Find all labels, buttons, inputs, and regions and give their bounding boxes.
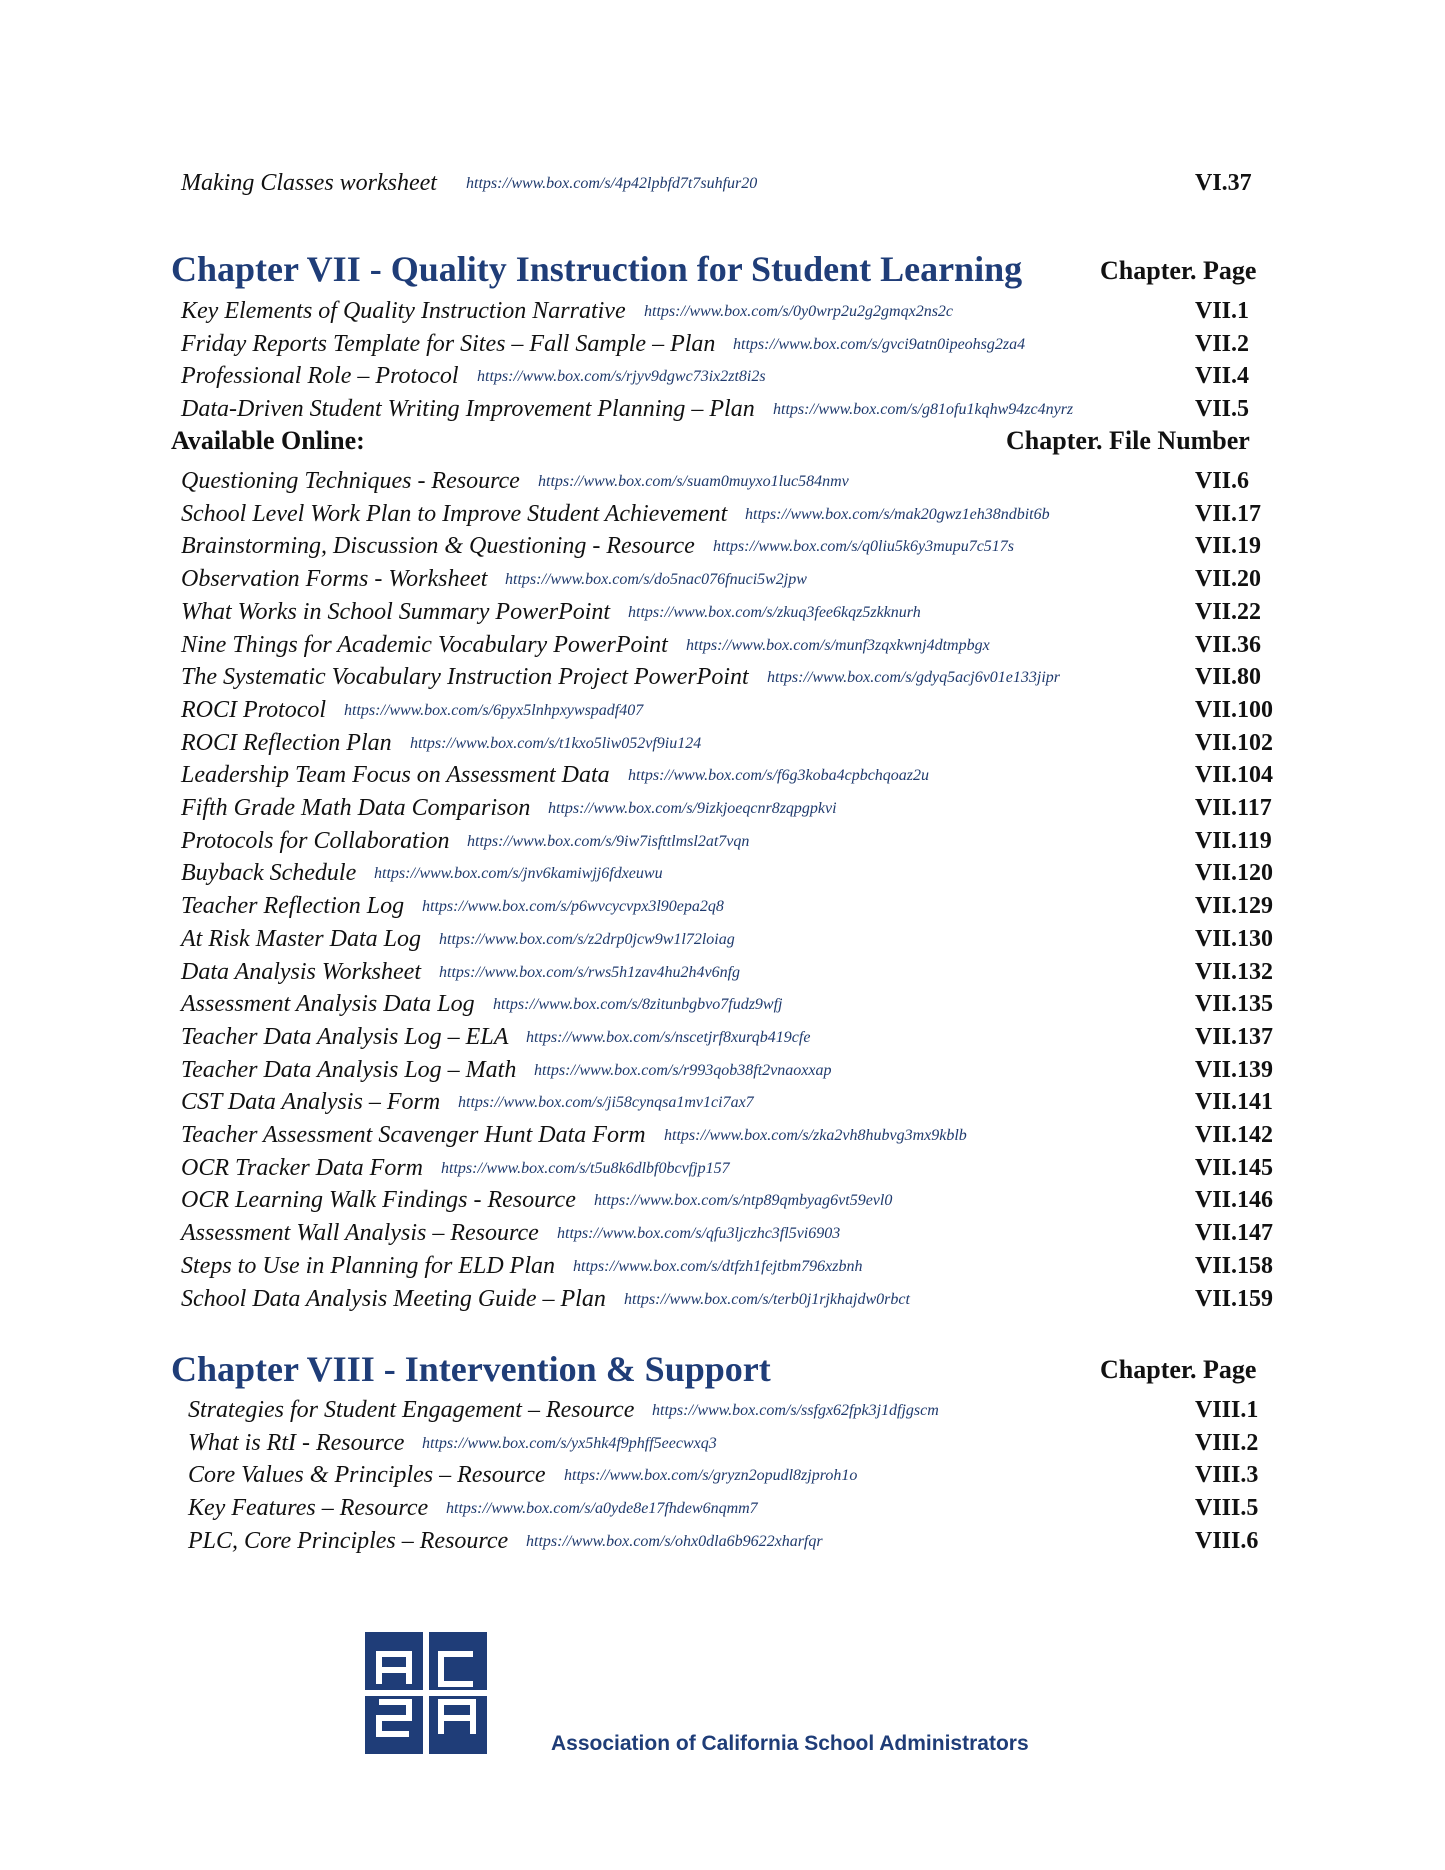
entry-page-number: VII.130 xyxy=(1195,925,1274,952)
entry-title: ROCI Protocol xyxy=(181,696,327,723)
entry-title: ROCI Reflection Plan xyxy=(181,729,392,756)
entry-link[interactable]: https://www.box.com/s/jnv6kamiwjj6fdxeuwu xyxy=(374,865,663,883)
entry-link[interactable]: https://www.box.com/s/t5u8k6dlbf0bcvfjp157 xyxy=(441,1159,730,1177)
entry-title: CST Data Analysis – Form xyxy=(181,1089,441,1116)
entry-page-number: VII.17 xyxy=(1195,500,1262,527)
entry-link[interactable]: https://www.box.com/s/gdyq5acj6v01e133jipr xyxy=(767,669,1061,687)
entry-page-number: VII.36 xyxy=(1195,631,1262,658)
entry-page-number: VII.80 xyxy=(1195,664,1262,691)
entry-page-number: VII.6 xyxy=(1195,468,1250,494)
entry-title: Professional Role – Protocol xyxy=(181,363,459,390)
column-header: Chapter. Page xyxy=(1100,1355,1257,1384)
entry-title: PLC, Core Principles – Resource xyxy=(188,1527,509,1554)
entry-title: School Data Analysis Meeting Guide – Plan xyxy=(181,1285,606,1312)
toc-entry xyxy=(0,1118,1445,1152)
entry-link[interactable]: https://www.box.com/s/terb0j1rjkhajdw0rbct xyxy=(624,1290,910,1308)
entry-link[interactable]: https://www.box.com/s/f6g3koba4cpbchqoaz2u xyxy=(628,767,930,785)
entry-link[interactable]: https://www.box.com/s/t1kxo5liw052vf9iu124 xyxy=(410,734,702,752)
toc-entry xyxy=(0,955,1445,989)
entry-page-number: VII.120 xyxy=(1195,860,1274,887)
entry-title: The Systematic Vocabulary Instruction Project PowerPoint xyxy=(181,664,749,691)
acsa-logo xyxy=(365,1632,487,1754)
entry-link[interactable]: https://www.box.com/s/ji58cynqsa1mv1ci7ax7 xyxy=(458,1094,754,1112)
entry-link[interactable]: https://www.box.com/s/mak20gwz1eh38ndbit6b xyxy=(745,505,1050,523)
entry-title: Strategies for Student Engagement – Resource xyxy=(188,1397,635,1423)
entry-link[interactable]: https://www.box.com/s/z2drp0jcw9w1l72loiag xyxy=(439,930,735,948)
toc-entry xyxy=(0,327,1445,361)
entry-title: Nine Things for Academic Vocabulary PowerPoint xyxy=(181,631,668,658)
entry-link[interactable]: https://www.box.com/s/9izkjoeqcnr8zqpgpkvi xyxy=(548,800,837,817)
entry-page-number: VII.142 xyxy=(1195,1122,1274,1148)
entry-link[interactable]: https://www.box.com/s/do5nac076fnuci5w2jpw xyxy=(505,571,807,589)
entry-link[interactable]: https://www.box.com/s/suam0muyxo1luc584nmv xyxy=(538,473,849,490)
toc-entry xyxy=(0,987,1445,1021)
entry-page-number: VII.135 xyxy=(1195,991,1274,1018)
entry-title: Data-Driven Student Writing Improvement Planning – Plan xyxy=(181,396,755,423)
entry-link[interactable]: https://www.box.com/s/zka2vh8hubvg3mx9kblb xyxy=(664,1127,967,1144)
entry-page-number: VII.137 xyxy=(1195,1023,1274,1050)
entry-page-number: VII.102 xyxy=(1195,729,1274,756)
entry-link[interactable]: https://www.box.com/s/g81ofu1kqhw94zc4nyrz xyxy=(773,401,1074,419)
chapter-heading: Chapter VIII - Intervention & Support xyxy=(171,1349,771,1389)
toc-entry xyxy=(0,693,1445,727)
entry-title: Teacher Data Analysis Log – ELA xyxy=(181,1023,509,1050)
entry-page-number: VII.2 xyxy=(1195,330,1250,357)
toc-entry xyxy=(0,497,1445,531)
toc-entry xyxy=(0,726,1445,760)
toc-entry xyxy=(0,889,1445,923)
entry-page-number: VII.1 xyxy=(1195,298,1250,324)
toc-entry xyxy=(0,1491,1445,1525)
entry-link[interactable]: https://www.box.com/s/gvci9atn0ipeohsg2za4 xyxy=(733,335,1026,353)
entry-page-number: VII.104 xyxy=(1195,762,1274,789)
organization-name: Association of California School Administrators xyxy=(551,1732,1029,1755)
entry-title: School Level Work Plan to Improve Student Achievement xyxy=(181,500,728,527)
toc-entry xyxy=(0,1524,1445,1558)
toc-entry xyxy=(0,562,1445,596)
entry-title: Friday Reports Template for Sites – Fall Sample – Plan xyxy=(181,330,716,357)
entry-link[interactable]: https://www.box.com/s/8zitunbgbvo7fudz9wfj xyxy=(493,996,783,1014)
entry-link[interactable]: https://www.box.com/s/ssfgx62fpk3j1dfjgscm xyxy=(652,1402,939,1419)
entry-page-number: VII.159 xyxy=(1195,1285,1274,1312)
entry-page-number: VIII.2 xyxy=(1195,1429,1259,1456)
entry-page-number: VII.119 xyxy=(1195,827,1272,854)
toc-entry xyxy=(0,1053,1445,1087)
entry-page-number: VII.132 xyxy=(1195,958,1274,985)
entry-page-number: VIII.3 xyxy=(1195,1462,1259,1489)
entry-title: OCR Learning Walk Findings - Resource xyxy=(181,1187,576,1214)
entry-title: Fifth Grade Math Data Comparison xyxy=(181,795,531,821)
entry-page-number: VII.139 xyxy=(1195,1056,1274,1083)
toc-entry xyxy=(0,1393,1445,1427)
entry-title: Questioning Techniques - Resource xyxy=(181,468,520,494)
toc-entry xyxy=(0,1183,1445,1217)
entry-page-number: VIII.5 xyxy=(1195,1495,1259,1522)
entry-page-number: VII.5 xyxy=(1195,396,1250,423)
toc-entry xyxy=(0,922,1445,956)
column-header: Chapter. Page xyxy=(1100,256,1257,285)
entry-title: Leadership Team Focus on Assessment Data xyxy=(181,762,610,789)
entry-page-number: VII.100 xyxy=(1195,696,1274,723)
toc-entry xyxy=(0,294,1445,328)
toc-entry xyxy=(0,856,1445,890)
toc-entry xyxy=(0,1085,1445,1119)
entry-page-number: VII.20 xyxy=(1195,566,1262,593)
entry-page-number: VII.117 xyxy=(1195,795,1272,821)
toc-entry xyxy=(0,166,1445,200)
entry-title: Buyback Schedule xyxy=(181,860,357,887)
entry-link[interactable]: https://www.box.com/s/dtfzh1fejtbm796xzbnh xyxy=(573,1257,863,1275)
entry-page-number: VII.147 xyxy=(1195,1220,1274,1247)
entry-page-number: VII.158 xyxy=(1195,1252,1274,1279)
entry-page-number: VI.37 xyxy=(1195,170,1252,196)
entry-link[interactable]: https://www.box.com/s/rws5h1zav4hu2h4v6nfg xyxy=(439,963,741,981)
entry-link[interactable]: https://www.box.com/s/ohx0dla6b9622xharfqr xyxy=(526,1532,823,1550)
toc-entry xyxy=(0,392,1445,426)
entry-page-number: VII.19 xyxy=(1195,533,1262,560)
entry-link[interactable]: https://www.box.com/s/9iw7isfttlmsl2at7vqn xyxy=(467,832,750,850)
entry-page-number: VII.146 xyxy=(1195,1187,1274,1214)
toc-entry xyxy=(0,758,1445,792)
entry-link[interactable]: https://www.box.com/s/p6wvcycvpx3l90epa2q8 xyxy=(422,898,724,916)
entry-title: Assessment Wall Analysis – Resource xyxy=(181,1220,539,1247)
entry-link[interactable]: https://www.box.com/s/4p42lpbfd7t7suhfur20 xyxy=(466,175,758,192)
entry-title: Key Elements of Quality Instruction Narrative xyxy=(181,298,626,324)
entry-link[interactable]: https://www.box.com/s/gryzn2opudl8zjproh1o xyxy=(564,1467,858,1485)
entry-link[interactable]: https://www.box.com/s/rjyv9dgwc73ix2zt8i2s xyxy=(477,368,766,386)
entry-link[interactable]: https://www.box.com/s/munf3zqxkwnj4dtmpbgx xyxy=(686,636,990,654)
toc-entry xyxy=(0,1151,1445,1185)
entry-title: At Risk Master Data Log xyxy=(181,925,421,952)
column-header: Chapter. File Number xyxy=(1006,426,1250,455)
entry-title: Assessment Analysis Data Log xyxy=(181,991,475,1018)
entry-title: Key Features – Resource xyxy=(188,1495,429,1522)
toc-entry xyxy=(0,1249,1445,1283)
entry-link[interactable]: https://www.box.com/s/yx5hk4f9phff5eecwxq3 xyxy=(422,1434,717,1452)
entry-title: Brainstorming, Discussion & Questioning - Resource xyxy=(181,533,695,560)
entry-title: Protocols for Collaboration xyxy=(181,827,450,854)
chapter-heading: Chapter VII - Quality Instruction for Student Learning xyxy=(171,249,1023,289)
entry-link[interactable]: https://www.box.com/s/a0yde8e17fhdew6nqmm7 xyxy=(446,1500,758,1518)
entry-title: OCR Tracker Data Form xyxy=(181,1154,423,1181)
entry-title: What Works in School Summary PowerPoint xyxy=(181,598,611,625)
toc-entry xyxy=(0,529,1445,563)
entry-page-number: VIII.6 xyxy=(1195,1527,1259,1554)
entry-link[interactable]: https://www.box.com/s/zkuq3fee6kqz5zkknurh xyxy=(628,603,921,621)
entry-title: Teacher Assessment Scavenger Hunt Data Form xyxy=(181,1122,646,1148)
toc-entry xyxy=(0,791,1445,825)
entry-page-number: VII.141 xyxy=(1195,1089,1274,1116)
toc-entry xyxy=(0,1458,1445,1492)
entry-title: Core Values & Principles – Resource xyxy=(188,1462,546,1489)
entry-title: What is RtI - Resource xyxy=(188,1429,405,1456)
toc-entry xyxy=(0,595,1445,629)
entry-title: Teacher Reflection Log xyxy=(181,893,405,920)
entry-title: Observation Forms - Worksheet xyxy=(181,566,488,593)
toc-entry xyxy=(0,359,1445,393)
entry-title: Teacher Data Analysis Log – Math xyxy=(181,1056,517,1083)
entry-link[interactable]: https://www.box.com/s/r993qob38ft2vnaoxxap xyxy=(534,1061,832,1079)
entry-link[interactable]: https://www.box.com/s/0y0wrp2u2g2gmqx2ns2c xyxy=(644,303,954,320)
toc-entry xyxy=(0,628,1445,662)
entry-page-number: VIII.1 xyxy=(1195,1397,1259,1423)
toc-entry xyxy=(0,1426,1445,1460)
entry-link[interactable]: https://www.box.com/s/q0liu5k6y3mupu7c517s xyxy=(713,538,1015,556)
toc-entry xyxy=(0,660,1445,694)
entry-page-number: VII.145 xyxy=(1195,1154,1274,1181)
entry-link[interactable]: https://www.box.com/s/nscetjrf8xurqb419cfe xyxy=(526,1028,811,1046)
entry-link[interactable]: https://www.box.com/s/ntp89qmbyag6vt59evl0 xyxy=(594,1192,893,1210)
available-online-heading: Available Online: xyxy=(171,426,365,455)
entry-link[interactable]: https://www.box.com/s/6pyx5lnhpxywspadf407 xyxy=(344,701,644,719)
entry-page-number: VII.129 xyxy=(1195,893,1274,920)
toc-entry xyxy=(0,464,1445,498)
entry-title: Making Classes worksheet xyxy=(181,170,437,196)
toc-entry xyxy=(0,1216,1445,1250)
toc-entry xyxy=(0,1282,1445,1316)
toc-entry xyxy=(0,824,1445,858)
entry-page-number: VII.4 xyxy=(1195,363,1250,390)
entry-page-number: VII.22 xyxy=(1195,598,1262,625)
entry-link[interactable]: https://www.box.com/s/qfu3ljczhc3fl5vi6903 xyxy=(557,1225,841,1243)
toc-entry xyxy=(0,1020,1445,1054)
entry-title: Data Analysis Worksheet xyxy=(181,958,421,985)
entry-title: Steps to Use in Planning for ELD Plan xyxy=(181,1252,555,1279)
